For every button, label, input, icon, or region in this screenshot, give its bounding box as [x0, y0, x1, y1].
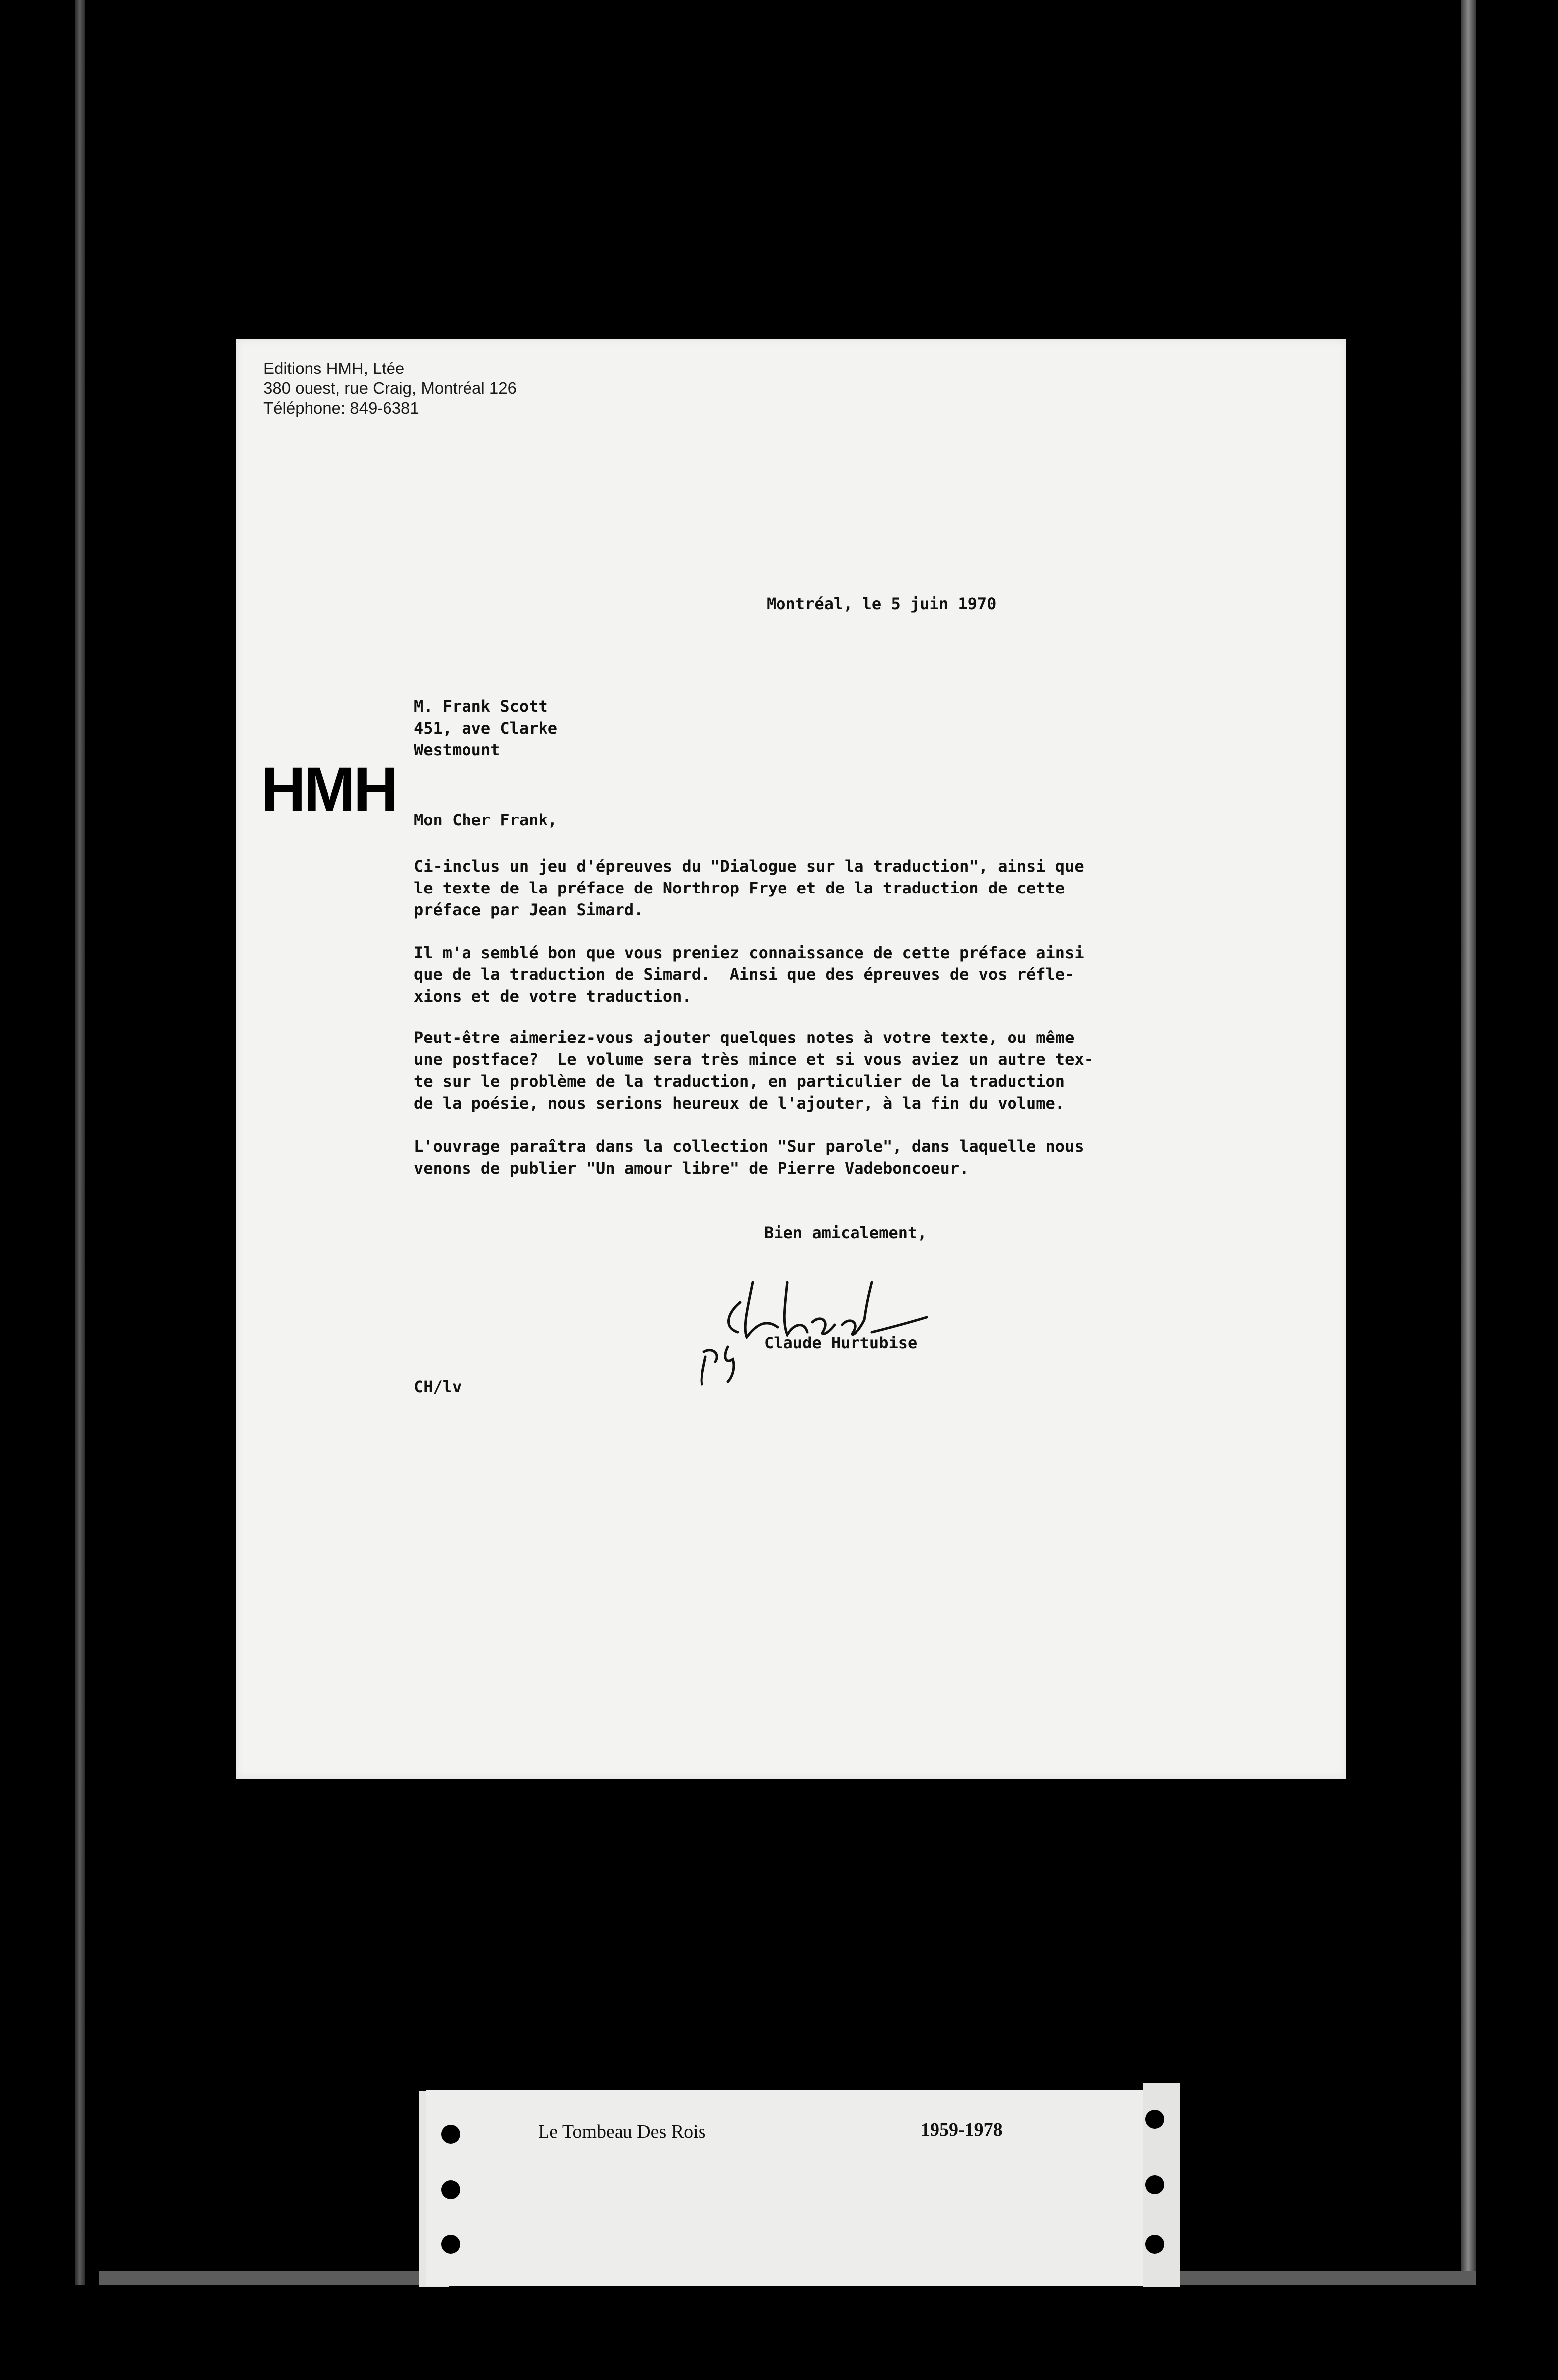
recipient-address: [414, 695, 557, 761]
punch-hole-icon: [441, 2180, 460, 2199]
letterhead-company: Editions HMH, Ltée: [263, 359, 405, 377]
paragraph-line: Peut-être aimeriez-vous ajouter quelques notes à votre texte, ou même: [414, 1028, 1075, 1047]
punch-hole-icon: [1145, 2235, 1164, 2254]
paragraph-line: venons de publier "Un amour libre" de Pierre Vadeboncoeur.: [414, 1159, 969, 1178]
paragraph-line: de la poésie, nous serions heureux de l'ajouter, à la fin du volume.: [414, 1094, 1065, 1113]
paragraph-3: [414, 1027, 1093, 1114]
handwritten-signature: [693, 1272, 951, 1387]
recipient-street: 451, ave Clarke: [414, 719, 557, 738]
paragraph-line: le texte de la préface de Northrop Frye et de la traduction de cette: [414, 879, 1065, 897]
paragraph-line: préface par Jean Simard.: [414, 900, 644, 919]
salutation: Mon Cher Frank,: [414, 811, 557, 829]
hmh-logo: HMH: [261, 755, 396, 824]
letterhead: [263, 359, 517, 418]
recipient-name: M. Frank Scott: [414, 697, 548, 716]
paragraph-line: Il m'a semblé bon que vous preniez connaissance de cette préface ainsi: [414, 943, 1084, 962]
film-frame-right-edge: [1461, 0, 1476, 2285]
closing: Bien amicalement,: [764, 1223, 927, 1242]
recipient-city: Westmount: [414, 741, 500, 759]
film-frame-left-edge: [75, 0, 85, 2285]
folder-years: 1959-1978: [921, 2119, 1003, 2140]
punch-hole-icon: [1145, 2110, 1164, 2129]
punch-hole-icon: [441, 2125, 460, 2144]
letter-page: [236, 339, 1346, 1779]
letterhead-phone: Téléphone: 849-6381: [263, 399, 419, 417]
paragraph-line: xions et de votre traduction.: [414, 987, 692, 1006]
dateline: Montréal, le 5 juin 1970: [767, 595, 997, 613]
letterhead-address: 380 ouest, rue Craig, Montréal 126: [263, 379, 517, 397]
paragraph-line: L'ouvrage paraîtra dans la collection "Sur parole", dans laquelle nous: [414, 1137, 1084, 1156]
paragraph-line: Ci-inclus un jeu d'épreuves du "Dialogue sur la traduction", ainsi que: [414, 857, 1084, 876]
folder-title: Le Tombeau Des Rois: [538, 2121, 706, 2142]
punch-hole-icon: [1145, 2175, 1164, 2194]
paragraph-2: [414, 942, 1084, 1007]
signer-name: Claude Hurtubise: [764, 1334, 918, 1352]
typist-initials: CH/lv: [414, 1377, 462, 1396]
folder-label-card: [426, 2090, 1171, 2286]
paragraph-line: te sur le problème de la traduction, en particulier de la traduction: [414, 1072, 1065, 1091]
paragraph-line: une postface? Le volume sera très mince et si vous aviez un autre tex-: [414, 1050, 1093, 1069]
paragraph-4: [414, 1135, 1084, 1179]
paragraph-line: que de la traduction de Simard. Ainsi que des épreuves de vos réfle-: [414, 965, 1075, 984]
punch-hole-icon: [441, 2235, 460, 2254]
paragraph-1: [414, 855, 1084, 921]
